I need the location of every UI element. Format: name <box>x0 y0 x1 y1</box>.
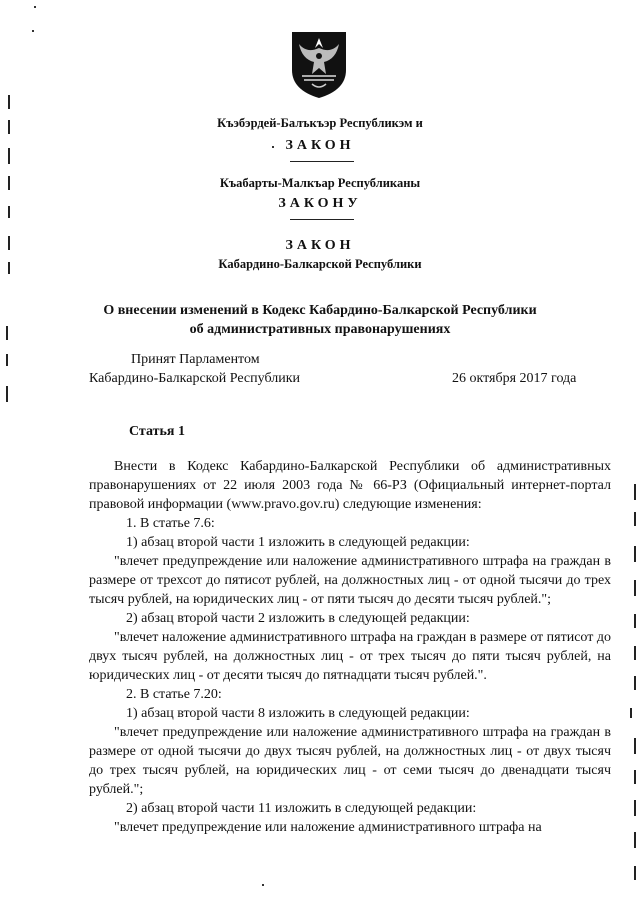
law-title-line: об административных правонарушениях <box>189 322 451 337</box>
scan-mark <box>8 206 10 218</box>
law-title <box>0 301 640 339</box>
scan-mark <box>634 580 636 596</box>
scan-mark <box>6 354 8 366</box>
scan-mark <box>634 832 636 848</box>
article-body <box>89 457 611 837</box>
scan-mark <box>8 262 10 274</box>
header-divider <box>290 219 354 220</box>
scan-dot <box>262 884 264 886</box>
list-item: 1. В статье 7.6: <box>126 516 215 531</box>
scan-dot <box>32 30 34 32</box>
list-item: 2) абзац второй части 11 изложить в следующей редакции: <box>126 801 477 816</box>
republic-name-balkar: Къабарты-Малкъар Республиканы <box>219 176 421 190</box>
header-divider <box>290 161 354 162</box>
scan-mark <box>634 512 636 526</box>
scan-mark <box>634 546 636 562</box>
article-heading: Статья 1 <box>129 424 185 439</box>
adoption-parliament: Кабардино-Балкарской Республики <box>89 371 300 386</box>
zakon-heading-balkar: ЗАКОНУ <box>278 196 362 211</box>
scan-mark <box>634 646 636 660</box>
scan-mark <box>8 95 10 109</box>
coat-of-arms-emblem <box>290 30 348 100</box>
scan-mark <box>6 386 8 402</box>
scan-mark <box>634 770 636 784</box>
scan-mark <box>634 738 636 754</box>
scan-mark <box>6 326 8 340</box>
scan-mark <box>634 866 636 880</box>
zakon-heading-kabardian: ЗАКОН <box>285 138 355 153</box>
scan-dot <box>34 6 36 8</box>
quoted-text: "влечет наложение административного штрафа на граждан в размере от пятисот до двух тысяч рублей, на должностных лиц - от трех тысяч до пяти тысяч рублей, на юридических лиц - от десяти тысяч до пятнадцати тысяч рублей.". <box>89 630 611 683</box>
scan-mark <box>8 176 10 190</box>
scan-mark <box>634 800 636 816</box>
scan-mark <box>634 676 636 690</box>
quoted-text: "влечет предупреждение или наложение административного штрафа на граждан в размере от трехсот до пятисот рублей, на должностных лиц - от одной тысячи до трех тысяч рублей, на юридических лиц - от пяти тысяч до десяти тысяч рублей."; <box>89 554 611 607</box>
republic-name-kabardian: Къэбэрдей-Балъкъэр Республикэм и <box>217 116 423 130</box>
zakon-heading-russian: ЗАКОН <box>285 238 355 253</box>
quoted-text: "влечет предупреждение или наложение административного штрафа на <box>114 820 542 835</box>
list-item: 1) абзац второй части 8 изложить в следующей редакции: <box>126 706 470 721</box>
article-intro: Внести в Кодекс Кабардино-Балкарской Республики об административных правонарушениях от 22 июля 2003 года № 66-РЗ (Официальный интернет-портал правовой информации (www.pravo.gov.ru) следующие изменения: <box>89 459 611 512</box>
republic-name-russian: Кабардино-Балкарской Республики <box>218 257 422 271</box>
scan-mark <box>8 236 10 250</box>
scan-mark <box>8 148 10 164</box>
adoption-date: 26 октября 2017 года <box>452 371 577 386</box>
law-title-line: О внесении изменений в Кодекс Кабардино-Балкарской Республики <box>103 303 537 318</box>
list-item: 2) абзац второй части 2 изложить в следующей редакции: <box>126 611 470 626</box>
scan-mark <box>8 120 10 134</box>
scan-dot <box>272 146 274 148</box>
quoted-text: "влечет предупреждение или наложение административного штрафа на граждан в размере от одной тысячи до двух тысяч рублей, на должностных лиц - от двух тысяч до трех тысяч рублей, на юридических лиц - от семи тысяч до двенадцати тысяч рублей."; <box>89 725 611 797</box>
list-item: 1) абзац второй части 1 изложить в следующей редакции: <box>126 535 470 550</box>
scan-mark <box>634 484 636 500</box>
scan-mark <box>630 708 632 718</box>
scan-mark <box>634 614 636 628</box>
list-item: 2. В статье 7.20: <box>126 687 222 702</box>
adoption-line: Принят Парламентом <box>131 352 260 367</box>
